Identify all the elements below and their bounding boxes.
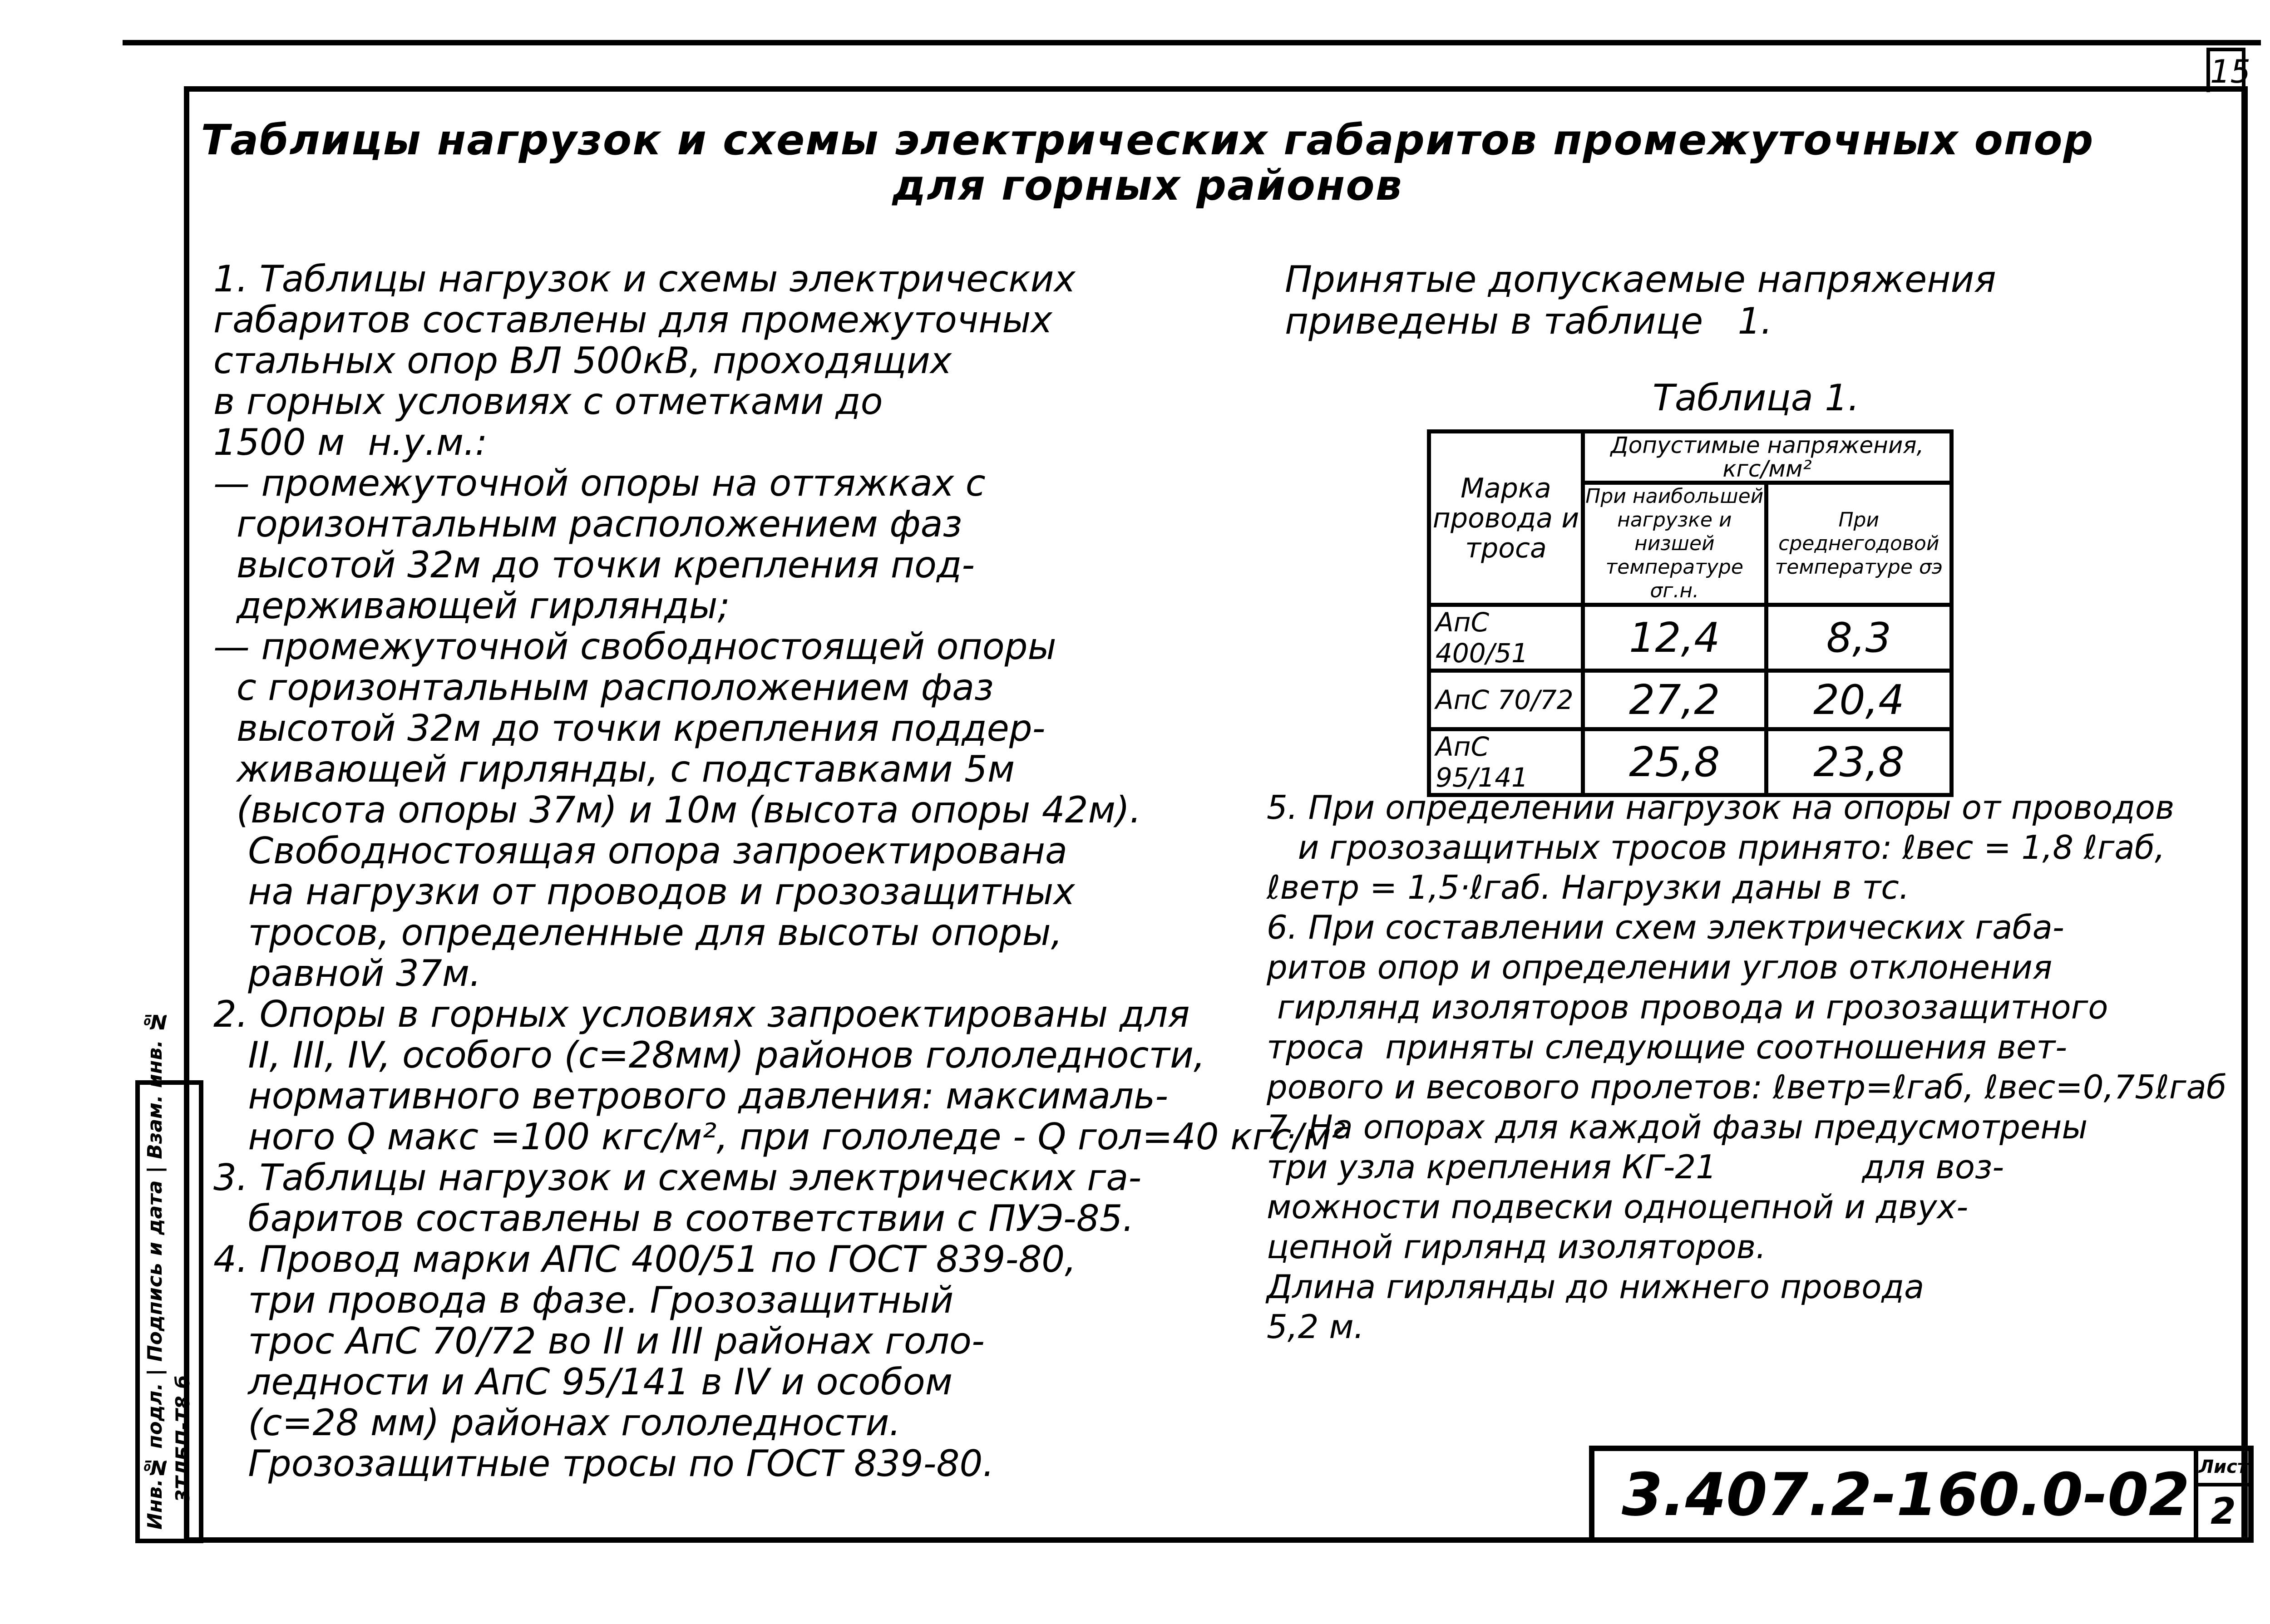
text-line: — промежуточной опоры на оттяжках с bbox=[213, 462, 986, 504]
text-line: можности подвески одноцепной и двух- bbox=[1267, 1188, 1969, 1226]
text-line: Грозозащитные тросы по ГОСТ 839-80. bbox=[213, 1442, 994, 1485]
text-line: тросов, определенные для высоты опоры, bbox=[213, 911, 1063, 954]
stamp-inv-label: Инв.№ подл. bbox=[143, 1383, 167, 1530]
title-block bbox=[1589, 1446, 2254, 1543]
allowable-stress-table bbox=[1427, 429, 1954, 797]
text-line: (высота опоры 37м) и 10м (высота опоры 42м). bbox=[213, 789, 1141, 831]
text-line: 5,2 м. bbox=[1267, 1308, 1364, 1346]
cell-max-load: 12,4 bbox=[1583, 605, 1767, 671]
stress-intro bbox=[1285, 259, 1996, 342]
stamp-sign-label: Подпись и дата bbox=[143, 1180, 167, 1362]
text-line: три провода в фазе. Грозозащитный bbox=[213, 1279, 954, 1321]
text-line: ледности и АпС 95/141 в IV и особом bbox=[213, 1361, 953, 1403]
text-line: живающей гирлянды, с подставками 5м bbox=[213, 748, 1015, 790]
text-line: на нагрузки от проводов и грозозащитных bbox=[213, 871, 1075, 913]
text-line: высотой 32м до точки крепления поддер- bbox=[213, 707, 1046, 749]
text-line: нормативного ветрового давления: максималь- bbox=[213, 1075, 1169, 1117]
header-allowable-stress: Допустимые напряжения, кгс/мм² bbox=[1583, 432, 1952, 483]
text-line: с горизонтальным расположением фаз bbox=[213, 666, 994, 709]
stamp-labels: Инв.№ подл. | Подпись и дата | Взам. инв. № bbox=[143, 1009, 167, 1530]
text-line: — промежуточной свободностоящей опоры bbox=[213, 625, 1056, 668]
cell-max-load: 25,8 bbox=[1583, 729, 1767, 795]
page-number: 15 bbox=[2206, 48, 2245, 92]
cell-mark: АпС 70/72 bbox=[1429, 671, 1583, 729]
text-line: и грозозащитных тросов принято: ℓвес = 1,8 ℓгаб, bbox=[1267, 828, 2165, 866]
text-line: ℓветр = 1,5·ℓгаб. Нагрузки даны в тс. bbox=[1267, 868, 1910, 906]
stamp-replace-label: Взам. инв. № bbox=[143, 1009, 167, 1159]
text-line: трос АпС 70/72 во II и III районах голо- bbox=[213, 1320, 985, 1362]
text-line: Принятые допускаемые напряжения bbox=[1285, 258, 1996, 300]
cell-max-load: 27,2 bbox=[1583, 671, 1767, 729]
top-rule bbox=[123, 40, 2261, 45]
text-line: баритов составлены в соответствии с ПУЭ-85. bbox=[213, 1197, 1134, 1240]
sheet-cell bbox=[2194, 1451, 2248, 1537]
cell-mean-temp: 8,3 bbox=[1766, 605, 1951, 671]
text-line: Свободностоящая опора запроектирована bbox=[213, 830, 1068, 872]
side-stamp bbox=[135, 1009, 203, 1543]
text-line: II, III, IV, особого (с=28мм) районов гололедности, bbox=[213, 1034, 1205, 1076]
cell-mean-temp: 20,4 bbox=[1766, 671, 1951, 729]
table-caption: Таблица 1. bbox=[1653, 377, 1860, 419]
text-line: гирлянд изоляторов провода и грозозащитного bbox=[1267, 988, 2108, 1026]
text-line: габаритов составлены для промежуточных bbox=[213, 299, 1052, 341]
text-line: троса приняты следующие соотношения вет- bbox=[1267, 1028, 2068, 1066]
text-line: 3. Таблицы нагрузок и схемы электрических га- bbox=[213, 1156, 1142, 1199]
header-mean-temp: При среднегодовой температуре σэ bbox=[1766, 483, 1951, 605]
cell-mean-temp: 23,8 bbox=[1766, 729, 1951, 795]
text-line: 4. Провод марки АПС 400/51 по ГОСТ 839-80, bbox=[213, 1238, 1076, 1280]
text-line: горизонтальным расположением фаз bbox=[213, 503, 962, 545]
text-line: 1. Таблицы нагрузок и схемы электрических bbox=[213, 258, 1076, 300]
document-title-line-2: для горных районов bbox=[892, 161, 1403, 210]
text-line: 7. На опорах для каждой фазы предусмотрены bbox=[1267, 1108, 2088, 1146]
header-max-load: При наибольшей нагрузке и низшей температуре σг.н. bbox=[1583, 483, 1767, 605]
text-line: равной 37м. bbox=[213, 952, 481, 994]
text-line: три узла крепления КГ-21 для воз- bbox=[1267, 1148, 2004, 1186]
text-line: высотой 32м до точки крепления под- bbox=[213, 544, 975, 586]
table-row bbox=[1429, 605, 1952, 671]
text-line: (с=28 мм) районах гололедности. bbox=[213, 1402, 901, 1444]
text-line: 2. Опоры в горных условиях запроектированы для bbox=[213, 993, 1190, 1035]
text-line: держивающей гирлянды; bbox=[213, 585, 730, 627]
stamp-inv-value: 3ТЛБП-Т8.б bbox=[172, 1375, 194, 1503]
sheet-label: Лист bbox=[2198, 1451, 2248, 1486]
document-title-line-1: Таблицы нагрузок и схемы электрических габаритов промежуточных опор bbox=[201, 116, 2094, 164]
text-line: 5. При определении нагрузок на опоры от проводов bbox=[1267, 788, 2175, 827]
text-line: в горных условиях с отметками до bbox=[213, 380, 883, 423]
text-line: ритов опор и определении углов отклонения bbox=[1267, 948, 2053, 986]
document-code: 3.407.2-160.0-02 bbox=[1622, 1460, 2190, 1529]
cell-mark: АпС 95/141 bbox=[1429, 729, 1583, 795]
text-line: стальных опор ВЛ 500кВ, проходящих bbox=[213, 340, 952, 382]
header-mark: Марка провода и троса bbox=[1429, 432, 1583, 605]
cell-mark: АпС 400/51 bbox=[1429, 605, 1583, 671]
text-line: 1500 м н.у.м.: bbox=[213, 421, 488, 463]
text-line: приведены в таблице 1. bbox=[1285, 300, 1772, 342]
sheet-number: 2 bbox=[2211, 1490, 2236, 1532]
text-line: цепной гирлянд изоляторов. bbox=[1267, 1228, 1767, 1266]
text-line: Длина гирлянды до нижнего провода bbox=[1267, 1268, 1925, 1306]
text-line: 6. При составлении схем электрических габа- bbox=[1267, 908, 2064, 946]
table-row bbox=[1429, 671, 1952, 729]
text-line: рового и весового пролетов: ℓветр=ℓгаб, ℓвес=0,75ℓгаб bbox=[1267, 1068, 2227, 1106]
general-notes-left bbox=[213, 259, 1346, 1484]
general-notes-right bbox=[1267, 787, 2226, 1347]
text-line: ного Q макс =100 кгс/м², при гололеде - Q гол=40 кгс/м² bbox=[213, 1116, 1346, 1158]
table-row bbox=[1429, 729, 1952, 795]
